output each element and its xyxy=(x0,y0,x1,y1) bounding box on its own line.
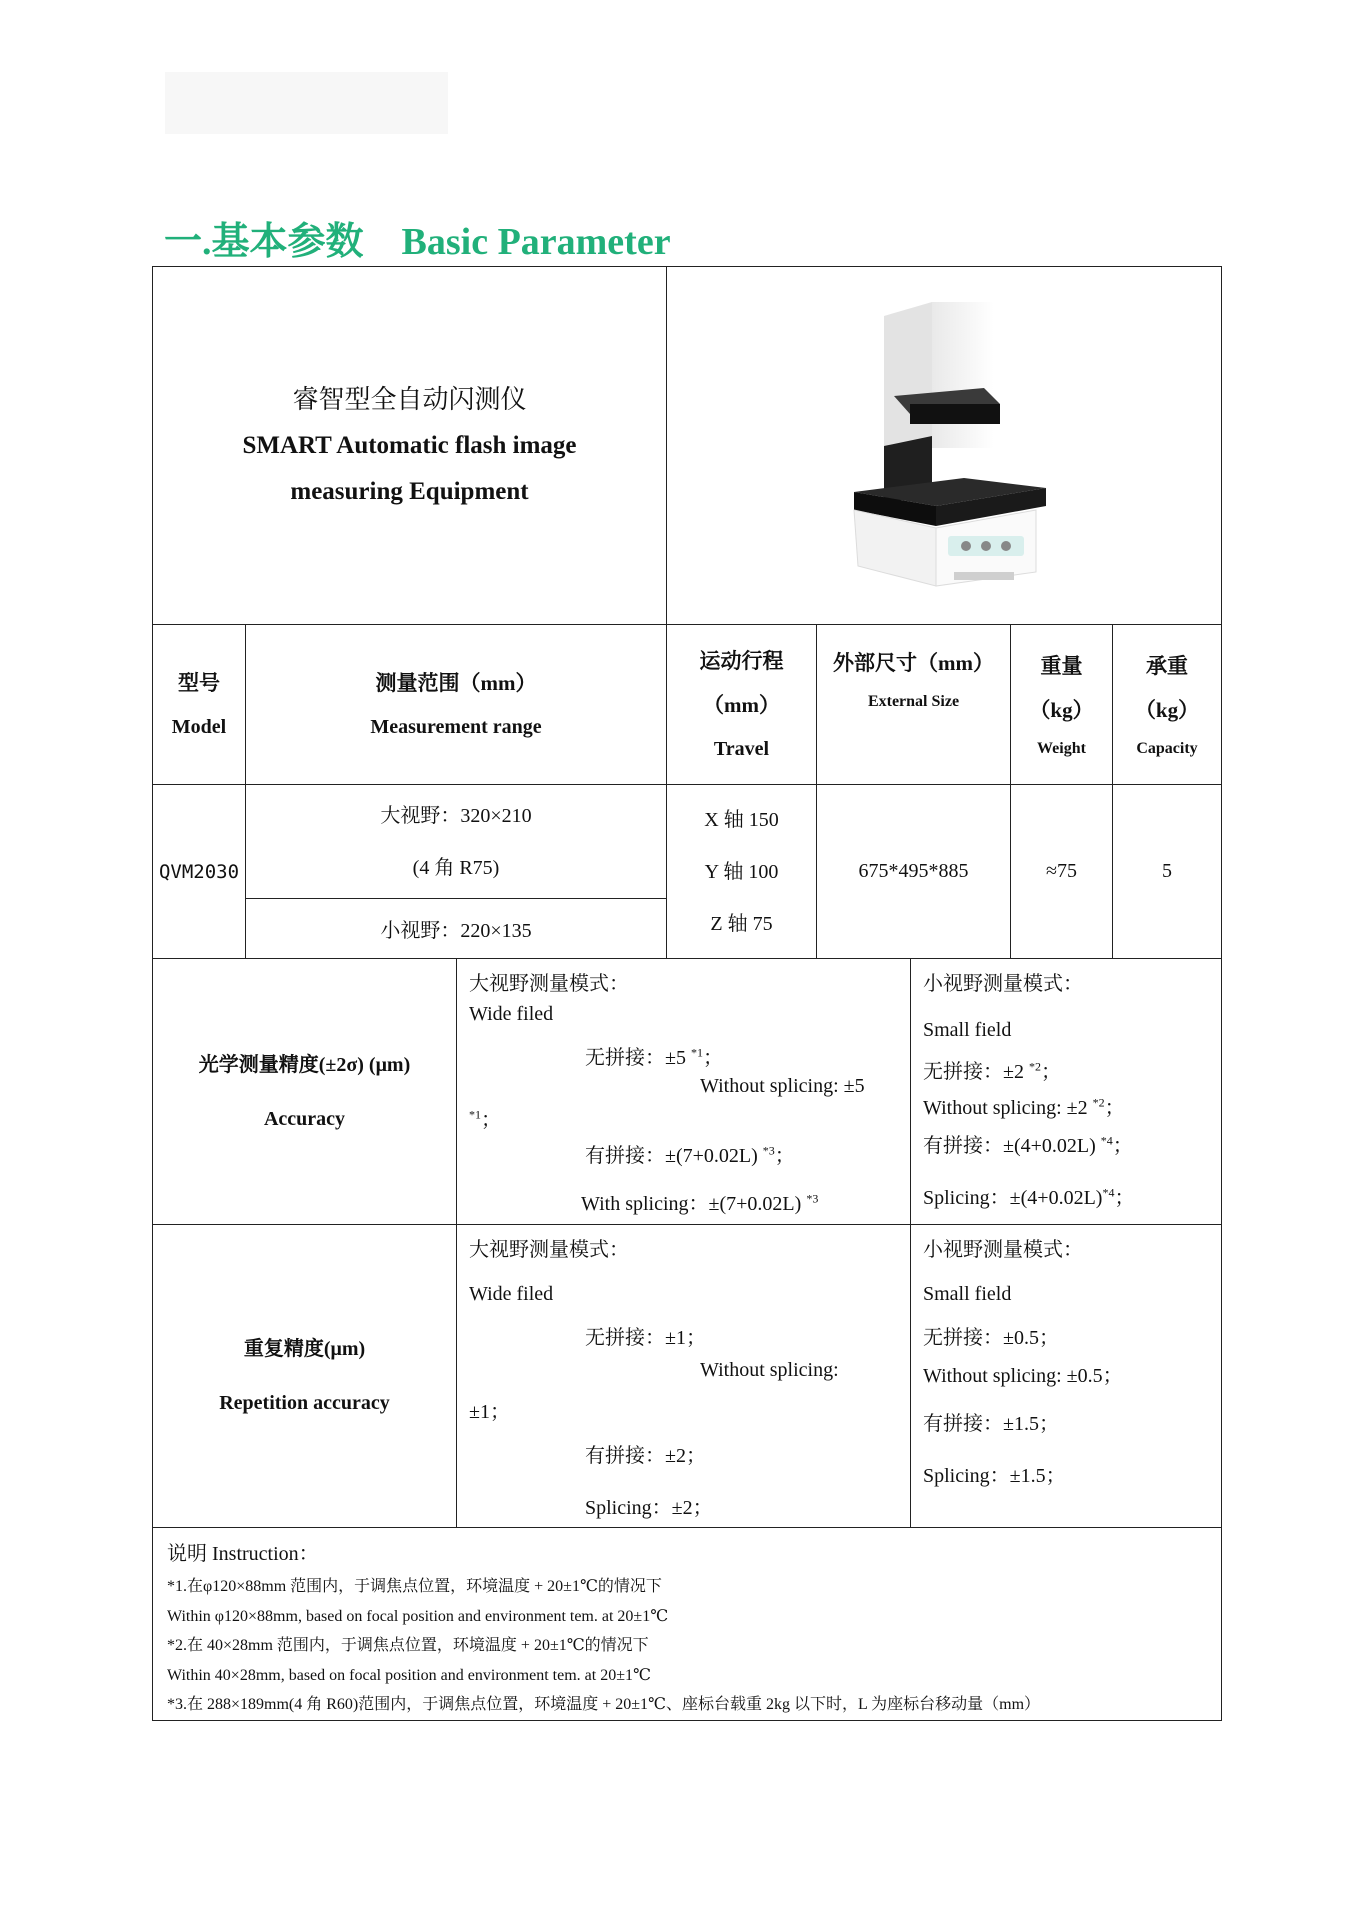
size-header xyxy=(817,625,1011,784)
heading-cn: 一.基本参数 xyxy=(164,221,364,263)
accuracy-wide-cell xyxy=(457,959,911,1224)
repeat-wide-title: 大视野测量模式： xyxy=(469,1239,629,1261)
accuracy-label-en: Accuracy xyxy=(263,1107,346,1130)
capacity-header-en: Capacity xyxy=(1136,739,1198,757)
accuracy-label-cell xyxy=(153,959,457,1224)
range-wide-value: 大视野：320×210 xyxy=(380,804,532,827)
travel-x: X 轴 150 xyxy=(704,808,779,831)
machine-image xyxy=(814,296,1074,596)
capacity-cell: 5 xyxy=(1162,860,1172,882)
weight-cell: ≈75 xyxy=(1011,785,1113,958)
text-end: ； xyxy=(1040,1061,1061,1083)
notes-row xyxy=(153,1528,1221,1720)
repeat-row xyxy=(153,1225,1221,1528)
accuracy-wide-en: Wide filed xyxy=(469,1003,554,1025)
range-header-en: Measurement range xyxy=(370,715,542,738)
accuracy-small-no-splice-en xyxy=(923,1091,1125,1120)
product-name-en-line1: SMART Automatic flash image xyxy=(242,431,577,459)
footnote-ref: *3 xyxy=(806,1191,819,1206)
accuracy-label-cn: 光学测量精度(±2σ) (μm) xyxy=(198,1053,411,1076)
travel-header-en: Travel xyxy=(713,737,770,760)
product-name-cn: 睿智型全自动闪测仪 xyxy=(292,384,527,414)
model-cell: QVM2030 xyxy=(153,785,246,958)
accuracy-wide-no-splice-en: Without splicing: ±5 xyxy=(700,1075,865,1097)
accuracy-wide-splice-cn xyxy=(585,1139,795,1168)
size-cell: 675*495*885 xyxy=(817,785,1011,958)
notes xyxy=(167,1536,1040,1720)
accuracy-small-cell xyxy=(911,959,1221,1224)
repeat-small-en: Small field xyxy=(923,1283,1012,1305)
text: Splicing：±(4+0.02L) xyxy=(923,1187,1103,1209)
text-end: ； xyxy=(1112,1135,1133,1157)
section-heading xyxy=(164,210,671,265)
product-title xyxy=(242,377,576,515)
repeat-wide-splice-cn: 有拼接：±2； xyxy=(585,1445,706,1467)
range-small: 小视野：220×135 xyxy=(380,919,532,942)
repeat-small-cell xyxy=(911,1225,1221,1527)
range-cell xyxy=(246,785,667,958)
repeat-wide-splice-en: Splicing：±2； xyxy=(585,1497,713,1519)
accuracy-small-en: Small field xyxy=(923,1019,1012,1041)
accuracy-small-title: 小视野测量模式： xyxy=(923,973,1083,995)
accuracy-small-splice-cn xyxy=(923,1129,1133,1158)
footnote-ref: *2 xyxy=(1028,1059,1041,1074)
repeat-small-no-splice-cn: 无拼接：±0.5； xyxy=(923,1327,1059,1349)
repeat-small-splice-cn: 有拼接：±1.5； xyxy=(923,1413,1059,1435)
travel-y: Y 轴 100 xyxy=(704,860,779,883)
repeat-wide-en: Wide filed xyxy=(469,1283,554,1305)
note-line: *3.在 288×189mm(4 角 R60)范围内，于调焦点位置，环境温度 + 20±1℃、座标台载重 2kg 以下时，L 为座标台移动量（mm） xyxy=(167,1696,1041,1713)
repeat-wide-no-splice-cn: 无拼接：±1； xyxy=(585,1327,706,1349)
note-line: Within 40×28mm, based on focal position and environment tem. at 20±1℃ xyxy=(167,1666,651,1684)
accuracy-small-splice-en xyxy=(923,1181,1134,1210)
travel-header-cn: 运动行程 xyxy=(699,648,784,673)
travel-header xyxy=(667,625,817,784)
size-header-en: External Size xyxy=(867,693,960,710)
heading-en: Basic Parameter xyxy=(401,221,671,263)
data-row xyxy=(153,785,1221,959)
repeat-wide-no-splice-en-val: ±1； xyxy=(469,1401,510,1423)
travel-z: Z 轴 75 xyxy=(710,912,773,935)
repeat-small-title: 小视野测量模式： xyxy=(923,1239,1083,1261)
product-row xyxy=(153,267,1221,625)
text-end: ； xyxy=(702,1047,723,1069)
text-end: ； xyxy=(481,1109,501,1131)
header-row xyxy=(153,625,1221,785)
accuracy-wide-no-splice-en-ref xyxy=(469,1103,501,1132)
model-header-en: Model xyxy=(171,715,227,738)
accuracy-wide-splice-en xyxy=(581,1187,818,1216)
repeat-wide-cell xyxy=(457,1225,911,1527)
footnote-ref: *4 xyxy=(1100,1133,1113,1148)
accuracy-small-no-splice-cn xyxy=(923,1055,1061,1084)
capacity-header-unit: （kg） xyxy=(1134,697,1200,722)
footnote-ref: *4 xyxy=(1102,1185,1115,1200)
weight-header-en: Weight xyxy=(1037,739,1086,757)
accuracy-wide-no-splice-cn xyxy=(585,1041,723,1070)
repeat-small-splice-en: Splicing：±1.5； xyxy=(923,1465,1066,1487)
range-wide xyxy=(246,785,666,899)
weight-header-unit: （kg） xyxy=(1029,697,1094,722)
range-header xyxy=(246,625,667,784)
text: 有拼接：±(7+0.02L) xyxy=(585,1145,763,1167)
repeat-label-cn: 重复精度(μm) xyxy=(243,1338,366,1360)
note-line: *2.在 40×28mm 范围内，于调焦点位置，环境温度 + 20±1℃的情况下 xyxy=(167,1637,649,1654)
repeat-wide-no-splice-en: Without splicing: xyxy=(700,1359,839,1381)
text-end: ； xyxy=(774,1145,795,1167)
parameter-table xyxy=(152,266,1222,1721)
capacity-header xyxy=(1113,625,1221,784)
footnote-ref: *2 xyxy=(1092,1095,1105,1110)
text: With splicing：±(7+0.02L) xyxy=(581,1193,807,1215)
product-image-cell xyxy=(667,267,1221,624)
product-name-en-line2: measuring Equipment xyxy=(290,477,529,505)
text: 无拼接：±5 xyxy=(585,1047,691,1069)
weight-header-cn: 重量 xyxy=(1040,653,1083,678)
accuracy-wide-title: 大视野测量模式： xyxy=(469,973,629,995)
size-header-cn: 外部尺寸（mm） xyxy=(833,651,994,675)
travel-cell xyxy=(667,785,817,958)
capacity-header-cn: 承重 xyxy=(1146,653,1188,678)
model-header-cn: 型号 xyxy=(178,670,220,695)
product-name-cell xyxy=(153,267,667,624)
repeat-small-no-splice-en: Without splicing: ±0.5； xyxy=(923,1365,1123,1387)
header-placeholder xyxy=(165,72,448,134)
range-header-cn: 测量范围（mm） xyxy=(375,670,537,695)
repeat-label-en: Repetition accuracy xyxy=(219,1392,390,1414)
note-line: *1.在φ120×88mm 范围内，于调焦点位置，环境温度 + 20±1℃的情况下 xyxy=(167,1578,662,1595)
travel-header-unit: （mm） xyxy=(703,692,780,717)
text: Without splicing: ±2 xyxy=(923,1097,1093,1119)
weight-header xyxy=(1011,625,1113,784)
footnote-ref: *1 xyxy=(469,1107,481,1122)
note-line: Within φ120×88mm, based on focal position and environment tem. at 20±1℃ xyxy=(167,1607,669,1625)
repeat-label-cell xyxy=(153,1225,457,1527)
model-header xyxy=(153,625,246,784)
text-end: ； xyxy=(1114,1187,1135,1209)
range-wide-note: (4 角 R75) xyxy=(412,856,500,879)
accuracy-row xyxy=(153,959,1221,1225)
text-end: ； xyxy=(1104,1097,1125,1119)
text: 无拼接：±2 xyxy=(923,1061,1029,1083)
footnote-ref: *1 xyxy=(690,1045,703,1060)
footnote-ref: *3 xyxy=(762,1143,775,1158)
text: 有拼接：±(4+0.02L) xyxy=(923,1135,1101,1157)
notes-title: 说明 Instruction： xyxy=(167,1543,319,1565)
